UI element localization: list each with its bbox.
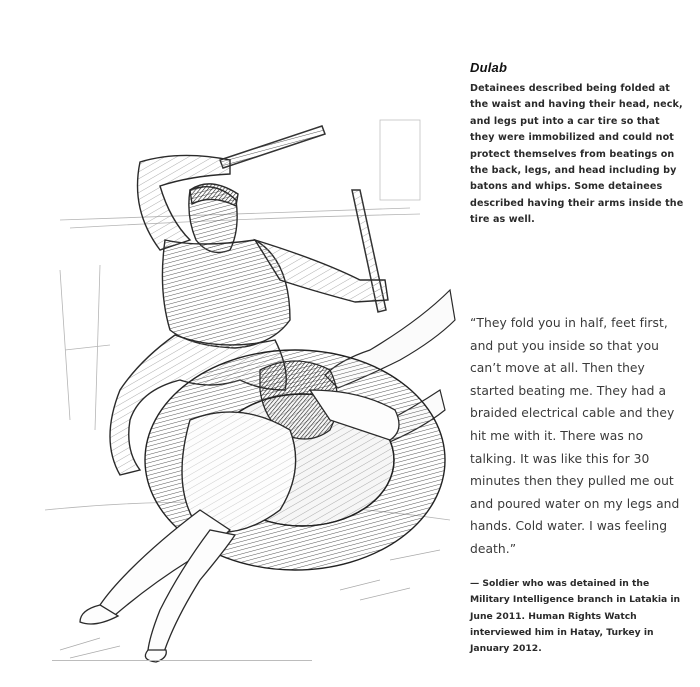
- section-description: Detainees described being folded at the waist and having their head, neck, and legs put into a car tire so that they were immobilized and could not protect themselves from beatings on the back, legs, and head including by batons and whips. Some detainees described having their arms inside the tire as well.: [470, 83, 684, 226]
- dulab-illustration: [40, 90, 460, 665]
- sidebar-description: [470, 60, 684, 229]
- testimony-attribution: — Soldier who was detained in the Military Intelligence branch in Latakia in June 2011. Human Rights Watch interviewed him in Hatay, Turkey in January 2012.: [470, 578, 681, 655]
- section-title: Dulab: [470, 60, 508, 75]
- pencil-sketch-illustration: [40, 90, 460, 665]
- raised-baton: [220, 126, 325, 168]
- testimony-quote: “They fold you in half, feet first, and put you inside so that you can’t move at all. Then they started beating me. They had a braided electrical cable and they hit me with it. There was no talking. It was like this for 30 minutes then they pulled me out and poured water on my legs and hands. Cold water. I was feeling death.”: [470, 316, 680, 556]
- illustration-baseline: [52, 660, 312, 661]
